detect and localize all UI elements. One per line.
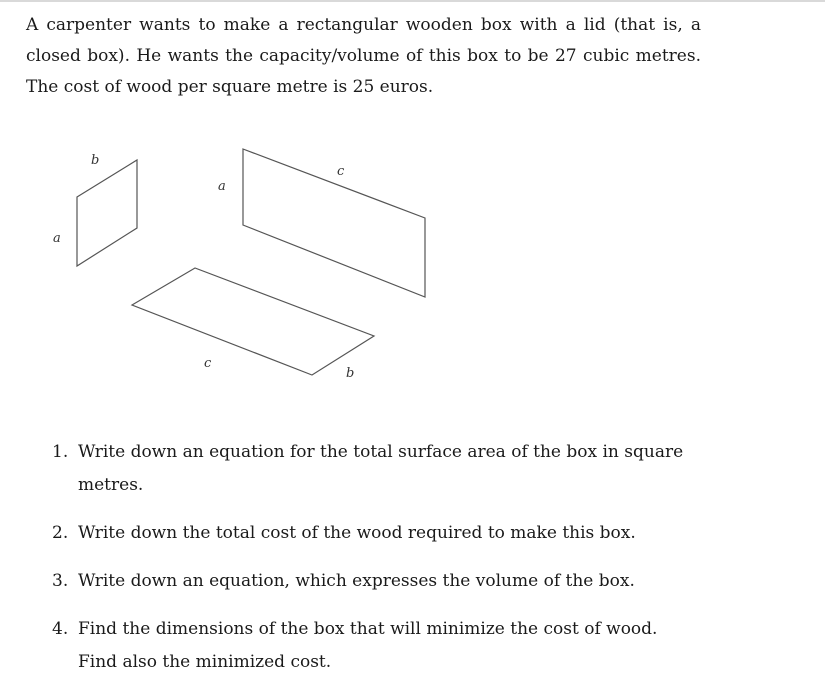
question-item — [52, 565, 692, 598]
problem-statement: A carpenter wants to make a rectangular wooden box with a lid (that is, a closed box). He wants the capacity/volume of this box to be 27 cubic metres. The cost of wood per square metre is 25 euros. — [26, 15, 701, 97]
question-number: 2. — [52, 523, 69, 543]
front-panel-top-label: c — [337, 164, 345, 179]
question-text: Write down an equation for the total surface area of the box in square metres. — [78, 442, 684, 495]
front-panel-shape — [243, 149, 425, 297]
question-text: Find the dimensions of the box that will minimize the cost of wood. Find also the minimized cost. — [78, 619, 658, 672]
question-item — [52, 517, 692, 550]
side-panel-left-label: a — [53, 231, 61, 246]
side-panel-top-label: b — [91, 153, 100, 168]
base-panel-right-label: b — [346, 366, 355, 381]
question-number: 1. — [52, 442, 69, 462]
question-item — [52, 436, 692, 502]
question-number: 4. — [52, 619, 69, 639]
question-list — [52, 436, 692, 694]
side-panel-shape — [77, 160, 137, 266]
question-number: 3. — [52, 571, 69, 591]
question-item — [52, 613, 692, 679]
base-panel-left-label: c — [204, 356, 212, 371]
base-panel-shape — [132, 268, 374, 375]
question-text: Write down an equation, which expresses the volume of the box. — [78, 571, 635, 591]
question-text: Write down the total cost of the wood required to make this box. — [78, 523, 636, 543]
front-panel-left-label: a — [218, 179, 226, 194]
